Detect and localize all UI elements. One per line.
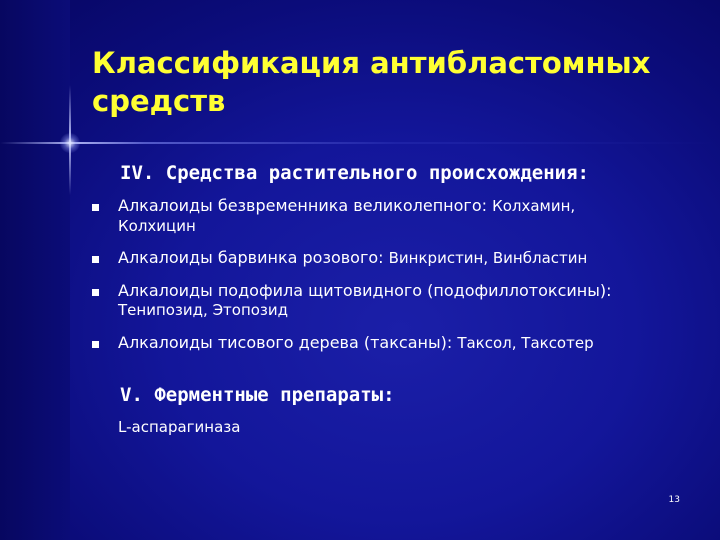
section-v-item: L-аспарагиназа xyxy=(118,418,241,436)
section-iv-heading: IV. Средства растительного происхождения: xyxy=(120,162,589,184)
item-text: Алкалоиды подофила щитовидного (подофиллотоксины): xyxy=(118,281,612,300)
bullet-square-icon xyxy=(92,256,99,263)
list-item xyxy=(118,333,678,353)
item-text: Алкалоиды безвременника великолепного: xyxy=(118,196,493,215)
bullet-square-icon xyxy=(92,341,99,348)
left-decor-band xyxy=(0,0,70,540)
item-drugs: Таксол, Таксотер xyxy=(457,334,594,352)
item-text: Алкалоиды тисового дерева (таксаны): xyxy=(118,333,458,352)
list-item xyxy=(118,281,678,320)
item-text: Алкалоиды барвинка розового: xyxy=(118,248,389,267)
bullet-square-icon xyxy=(92,204,99,211)
item-drugs: Винкристин, Винбластин xyxy=(388,249,588,267)
bullet-square-icon xyxy=(92,289,99,296)
item-drugs: Тенипозид, Этопозид xyxy=(118,301,289,319)
section-v-heading: V. Ферментные препараты: xyxy=(120,384,395,406)
list-item xyxy=(118,196,648,236)
sparkle-star-icon xyxy=(60,133,80,153)
list-item xyxy=(118,248,678,268)
sparkle-horizontal-line xyxy=(0,142,720,144)
page-number: 13 xyxy=(668,495,680,505)
slide-title: Классификация антибластомных средств xyxy=(92,46,651,118)
item-drugs: Колхамин, Колхицин xyxy=(118,197,576,235)
